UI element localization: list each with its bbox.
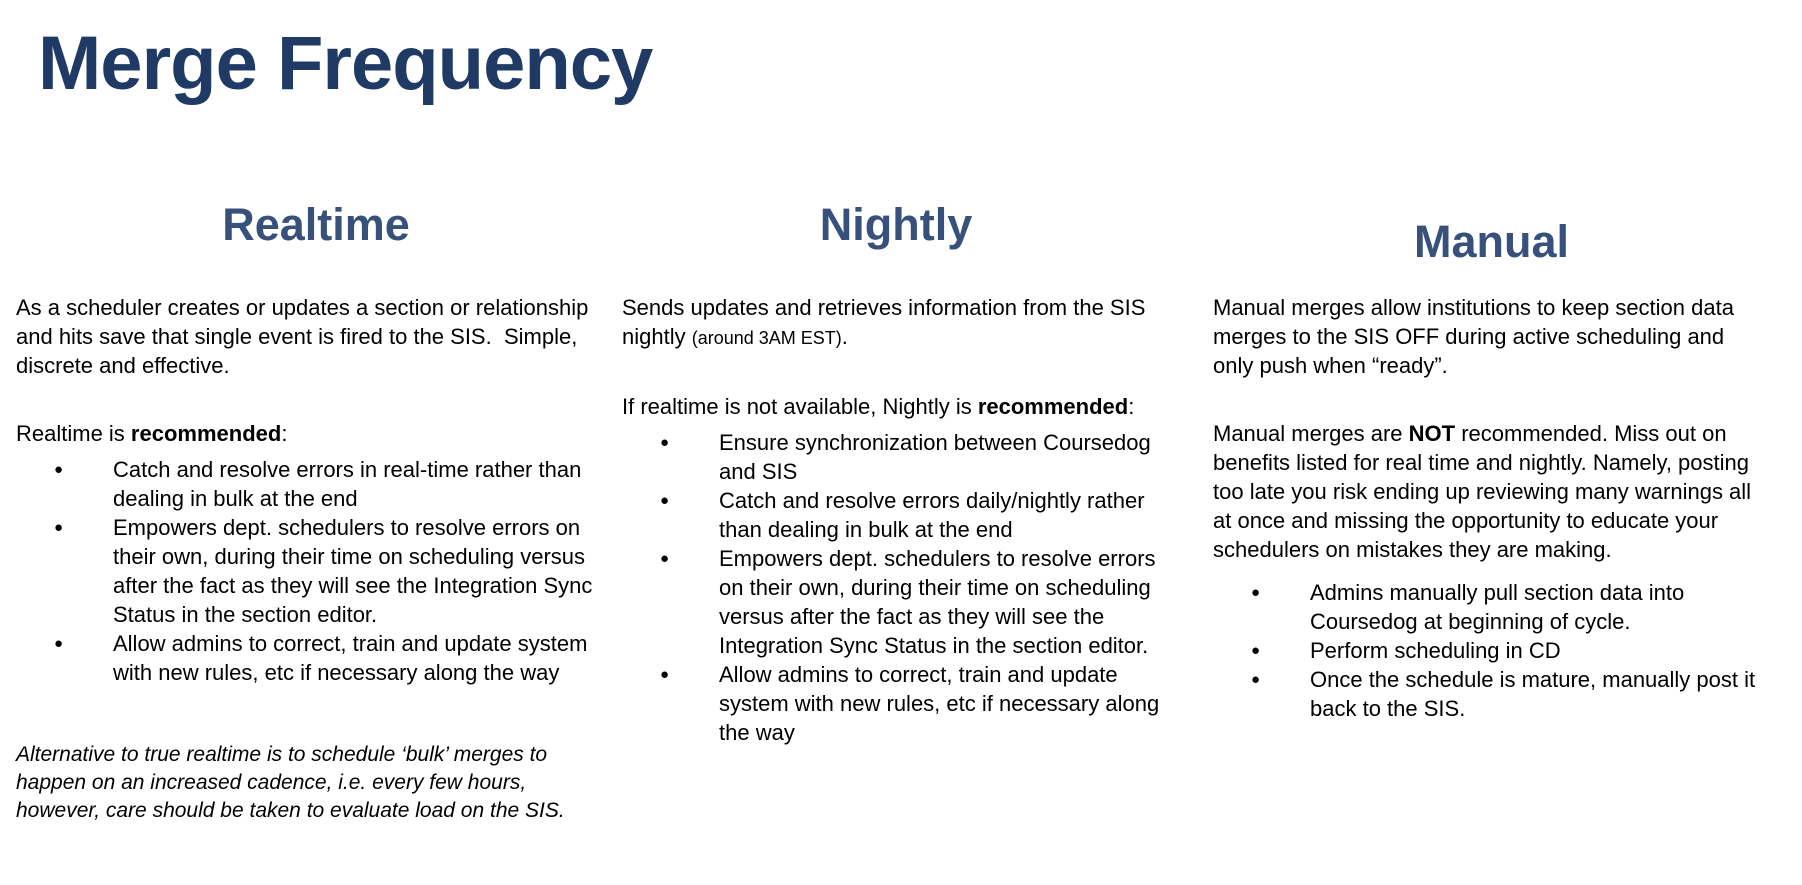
- list-item: ● Catch and resolve errors daily/nightly rather than dealing in bulk at the end: [622, 486, 1170, 544]
- list-item: ● Empowers dept. schedulers to resolve errors on their own, during their time on scheduling versus after the fact as they will see the Integration Sync Status in the section editor.: [622, 544, 1170, 660]
- column-heading-manual: Manual: [1413, 216, 1570, 267]
- nightly-intro-main: Sends updates and retrieves information from the SIS nightly: [622, 295, 1152, 349]
- nightly-rec-suffix: :: [1128, 394, 1135, 419]
- page-title: Merge Frequency: [38, 21, 653, 106]
- manual-bullet-list: [1213, 578, 1770, 723]
- nightly-recommendation-line: [622, 392, 1170, 421]
- manual-rec-prefix: Manual merges are: [1213, 421, 1409, 446]
- column-realtime: [16, 0, 616, 885]
- nightly-intro-paragraph: [622, 293, 1170, 353]
- manual-rec-suffix: recommended. Miss out on benefits listed for real time and nightly. Namely, posting too late you risk ending up reviewing many warnings all at once and missing the opportunity to educate your schedulers on mistakes they are making.: [1213, 421, 1758, 562]
- nightly-intro-time-detail: (around 3AM EST): [691, 328, 842, 348]
- manual-recommendation-paragraph: [1213, 419, 1770, 564]
- column-manual: [1213, 0, 1770, 885]
- realtime-alternative-note: Alternative to true realtime is to schedule ‘bulk’ merges to happen on an increased cadence, i.e. every few hours, however, care should be taken to evaluate load on the SIS.: [16, 743, 565, 822]
- realtime-rec-prefix: Realtime is: [16, 421, 131, 446]
- realtime-rec-bold: recommended: [130, 421, 282, 446]
- list-item: ● Admins manually pull section data into Coursedog at beginning of cycle.: [1213, 578, 1770, 636]
- realtime-rec-suffix: :: [281, 421, 288, 446]
- manual-rec-bold: NOT: [1408, 421, 1456, 446]
- list-item: ● Catch and resolve errors in real-time rather than dealing in bulk at the end: [16, 455, 616, 513]
- nightly-rec-prefix: If realtime is not available, Nightly is: [622, 394, 978, 419]
- list-item: ● Allow admins to correct, train and update system with new rules, etc if necessary along the way: [16, 629, 616, 687]
- column-heading-realtime: Realtime: [222, 199, 410, 250]
- column-nightly: [622, 0, 1170, 885]
- column-heading-nightly: Nightly: [819, 199, 973, 250]
- list-item: ● Perform scheduling in CD: [1213, 636, 1770, 665]
- realtime-intro-paragraph: As a scheduler creates or updates a section or relationship and hits save that single event is fired to the SIS. Simple, discrete and effective.: [16, 295, 595, 378]
- list-item: ● Once the schedule is mature, manually post it back to the SIS.: [1213, 665, 1770, 723]
- list-item: ● Allow admins to correct, train and update system with new rules, etc if necessary along the way: [622, 660, 1170, 747]
- manual-intro-paragraph: Manual merges allow institutions to keep section data merges to the SIS OFF during active scheduling and only push when “ready”.: [1213, 295, 1741, 378]
- nightly-bullet-list: [622, 428, 1170, 747]
- realtime-bullet-list: [16, 455, 616, 687]
- nightly-rec-bold: recommended: [977, 394, 1129, 419]
- list-item: ● Ensure synchronization between Coursedog and SIS: [622, 428, 1170, 486]
- realtime-recommendation-line: [16, 419, 616, 448]
- nightly-intro-end: .: [841, 324, 848, 349]
- list-item: ● Empowers dept. schedulers to resolve errors on their own, during their time on scheduling versus after the fact as they will see the Integration Sync Status in the section editor.: [16, 513, 616, 629]
